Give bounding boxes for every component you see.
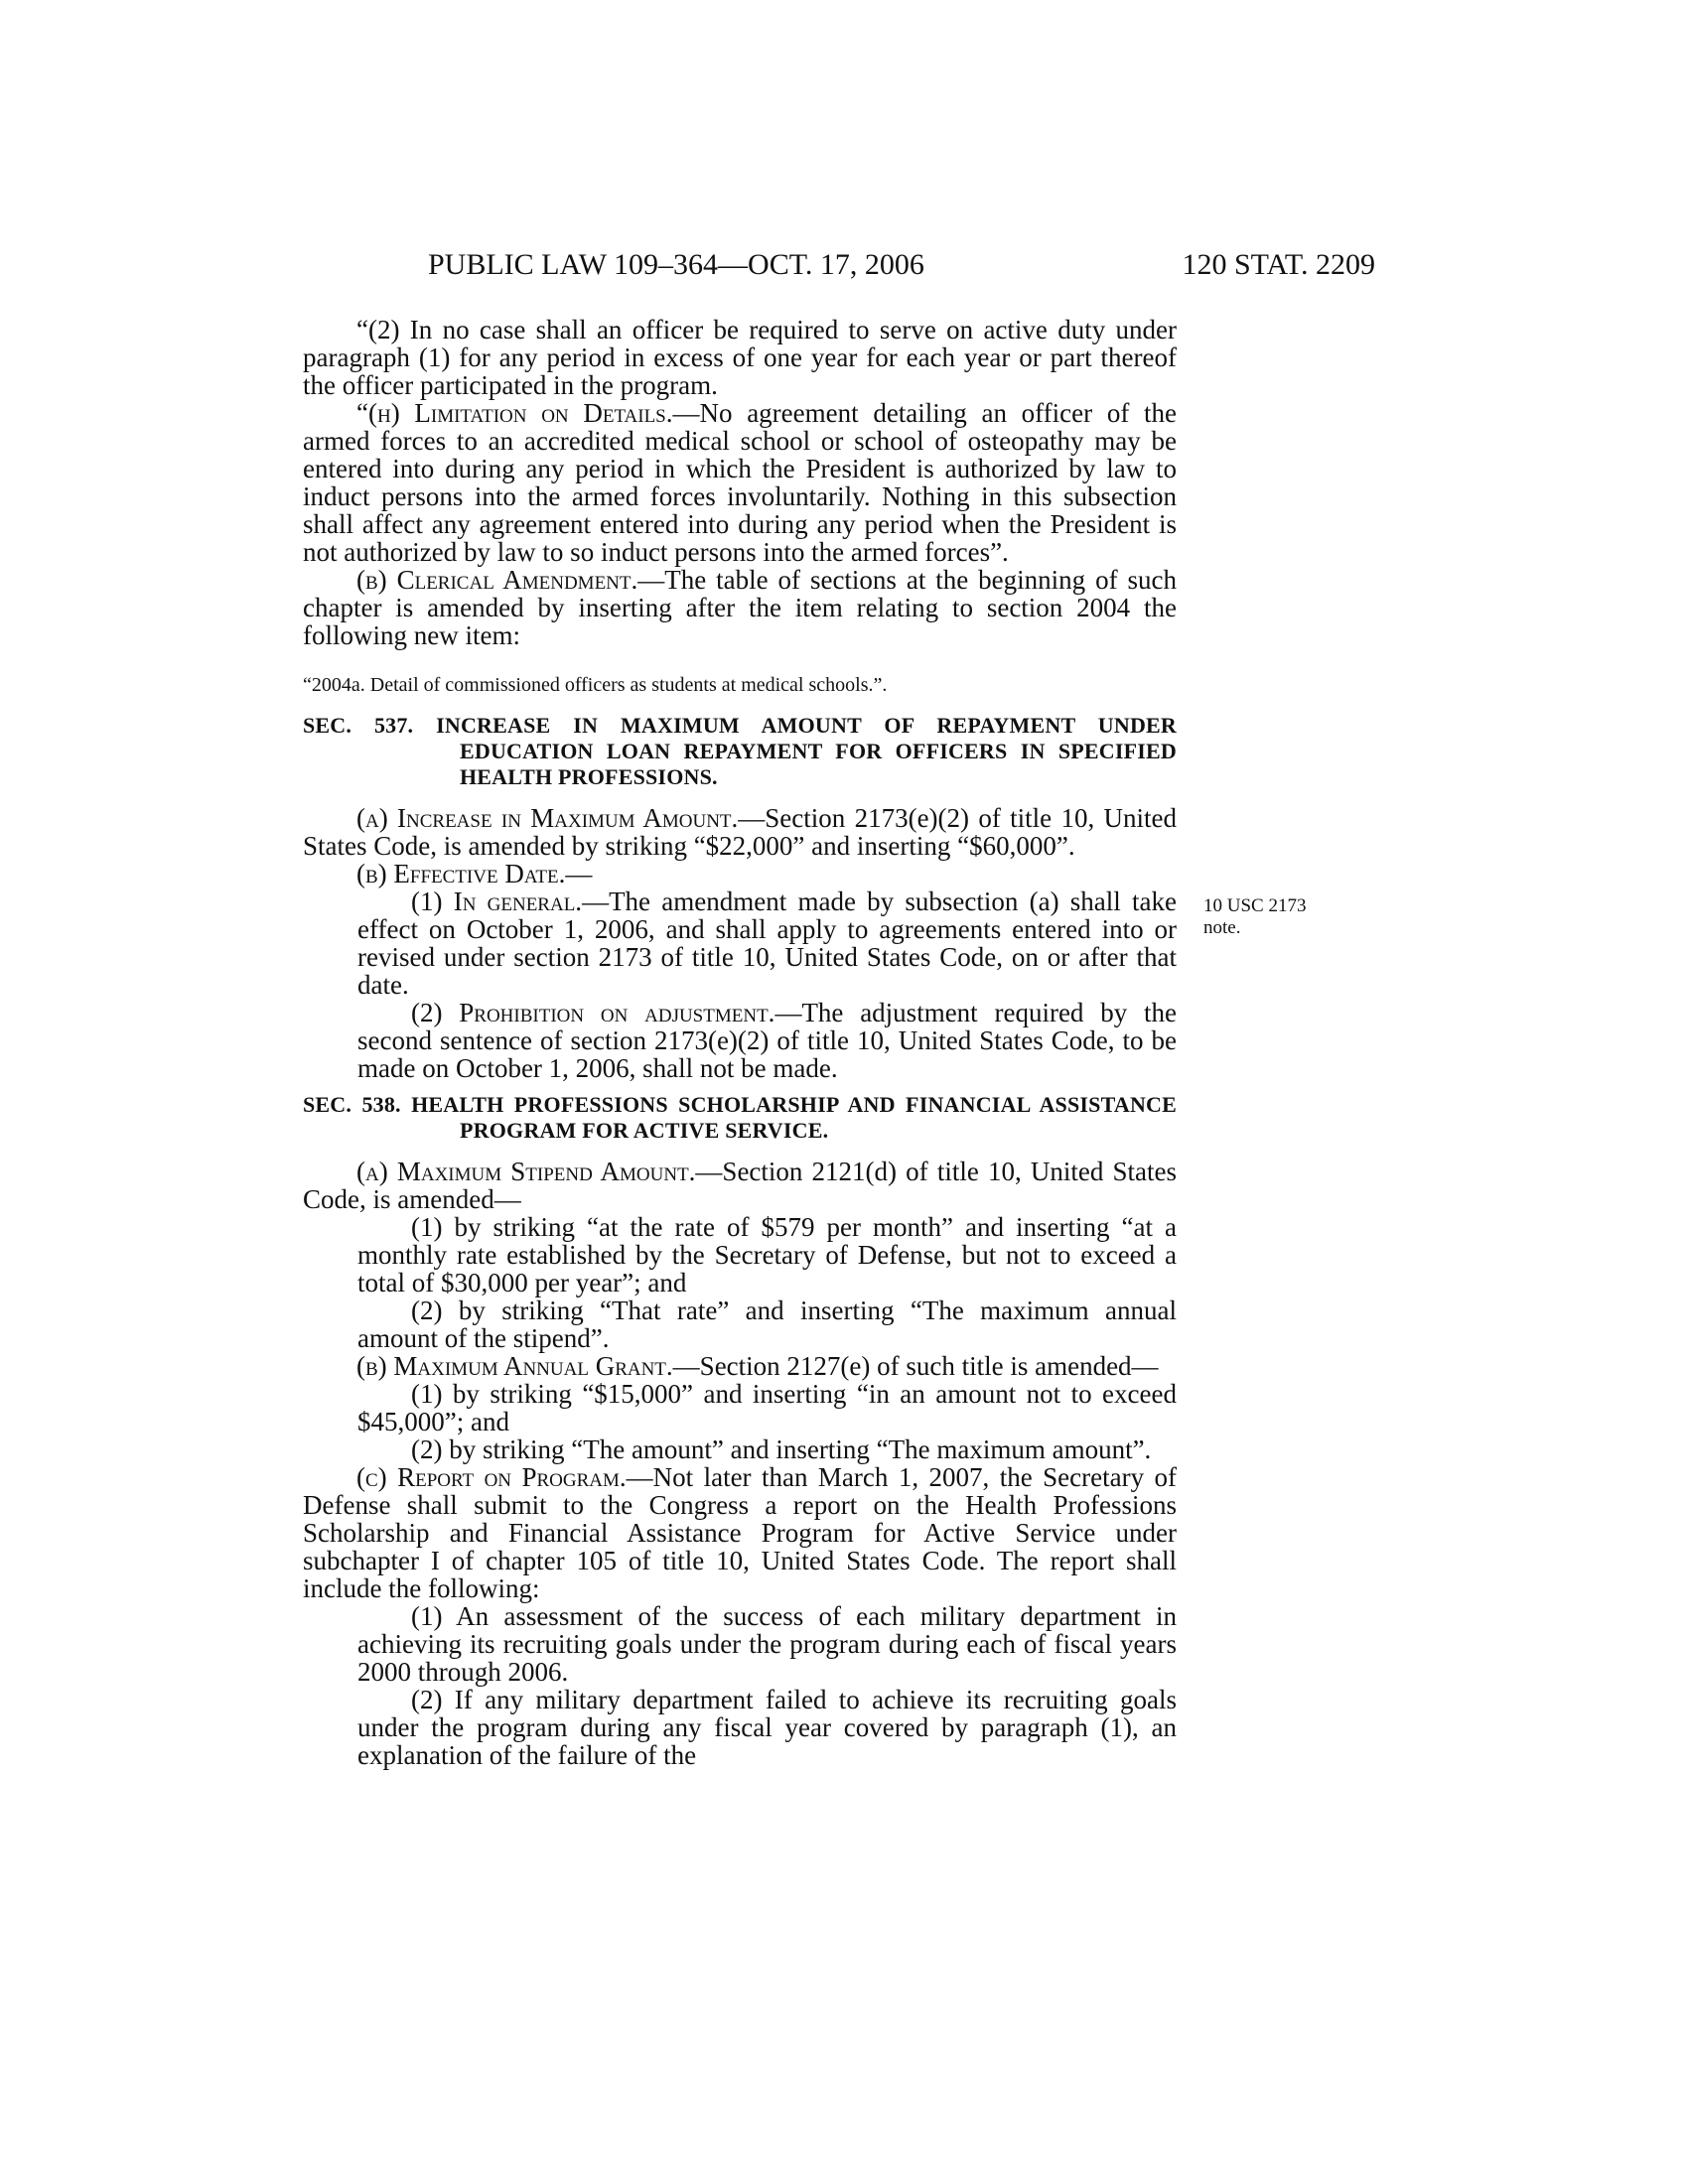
section-537-b1	[303, 887, 1177, 999]
paragraph-h-heading: “(h) Limitation on Details.	[356, 398, 673, 428]
section-537-a-heading: (a) Increase in Maximum Amount.	[356, 803, 739, 833]
section-537-a	[303, 804, 1177, 860]
section-537-b1-heading: (1) In general.	[411, 887, 583, 916]
section-537-a-text: —Section 2173(e)(2) of title 10, United States Code, is amended by striking “$22,000” and inserting “$60,000”.	[303, 803, 1177, 861]
section-537-b2-heading: (2) Prohibition on adjustment.	[411, 998, 775, 1027]
section-537-b-text: —	[565, 859, 593, 888]
margin-note-label: note.	[1203, 917, 1241, 938]
section-538-c2: (2) If any military department failed to achieve its recruiting goals under the program during any fiscal year covered by paragraph (1), an explanation of the failure of the	[357, 1685, 1177, 1770]
table-of-sections-item: “2004a. Detail of commissioned officers as students at medical schools.”.	[303, 674, 888, 696]
section-538-c1: (1) An assessment of the success of each military department in achieving its recruiting goals under the program during each of fiscal years 2000 through 2006.	[357, 1601, 1177, 1687]
paragraph-g2: “(2) In no case shall an officer be required to serve on active duty under paragraph (1) for any period in excess of one year for each year or part thereof the officer participated in the program.	[303, 315, 1177, 400]
section-538-b	[303, 1352, 1177, 1380]
section-538-b2: (2) by striking “The amount” and inserting “The maximum amount”.	[411, 1434, 1152, 1464]
paragraph-b-clerical	[303, 566, 1177, 649]
paragraph-h	[303, 399, 1177, 566]
section-538-a	[303, 1158, 1177, 1213]
section-538-b-heading: (b) Maximum Annual Grant.	[356, 1351, 673, 1381]
document-body	[303, 316, 1177, 1769]
section-538-c-text: —Not later than March 1, 2007, the Secretary of Defense shall submit to the Congress a report on the Health Professions Scholarship and Financial Assistance Program for Active Service under subchapter I of chapter 105 of title 10, United States Code. The report shall include the following:	[303, 1462, 1178, 1603]
statute-page-number: 120 STAT. 2209	[1182, 248, 1375, 281]
section-538-a-heading: (a) Maximum Stipend Amount.	[356, 1157, 696, 1186]
section-538-a1: (1) by striking “at the rate of $579 per month” and inserting “at a monthly rate established by the Secretary of Defense, but not to exceed a total of $30,000 per year”; and	[357, 1212, 1177, 1297]
section-538-c	[303, 1463, 1177, 1602]
section-538-b1: (1) by striking “$15,000” and inserting “in an amount not to exceed $45,000”; and	[357, 1379, 1177, 1436]
paragraph-b-text: —The table of sections at the beginning of such chapter is amended by inserting after the item relating to section 2004 the following new item:	[303, 565, 1177, 650]
paragraph-b-heading: (b) Clerical Amendment.	[356, 565, 638, 595]
section-537-b	[303, 860, 1177, 887]
section-537-b1-text: —The amendment made by subsection (a) shall take effect on October 1, 2006, and shall apply to agreements entered into or revised under section 2173 of title 10, United States Code, on or after that date.	[357, 887, 1177, 1000]
paragraph-h-text: —No agreement detailing an officer of the armed forces to an accredited medical school or school of osteopathy may be entered into during any period in which the President is authorized by law to induct persons into the armed forces involuntarily. Nothing in this subsection shall affect any agreement entered into during any period when the President is not authorized by law to so induct persons into the armed forces”.	[303, 398, 1177, 567]
section-537-b-heading: (b) Effective Date.	[356, 859, 566, 888]
section-537-heading: SEC. 537. INCREASE IN MAXIMUM AMOUNT OF REPAYMENT UNDER EDUCATION LOAN REPAYMENT FOR OFFICERS IN SPECIFIED HEALTH PROFESSIONS.	[303, 713, 1177, 789]
section-538-b-text: —Section 2127(e) of such title is amended—	[672, 1351, 1159, 1381]
section-537-b2	[303, 999, 1177, 1082]
margin-note	[1203, 895, 1323, 939]
section-538-a2: (2) by striking “That rate” and inserting “The maximum annual amount of the stipend”.	[357, 1296, 1177, 1353]
section-537-b2-text: —The adjustment required by the second sentence of section 2173(e)(2) of title 10, United States Code, to be made on October 1, 2006, shall not be made.	[357, 998, 1177, 1083]
running-head	[303, 248, 1375, 288]
section-538-heading: SEC. 538. HEALTH PROFESSIONS SCHOLARSHIP AND FINANCIAL ASSISTANCE PROGRAM FOR ACTIVE SERVICE.	[303, 1092, 1177, 1143]
margin-note-citation: 10 USC 2173	[1203, 895, 1307, 916]
section-538-a-text: —Section 2121(d) of title 10, United States Code, is amended—	[303, 1157, 1177, 1214]
public-law-title: PUBLIC LAW 109–364—OCT. 17, 2006	[428, 248, 924, 281]
section-538-c-heading: (c) Report on Program.	[356, 1462, 627, 1492]
